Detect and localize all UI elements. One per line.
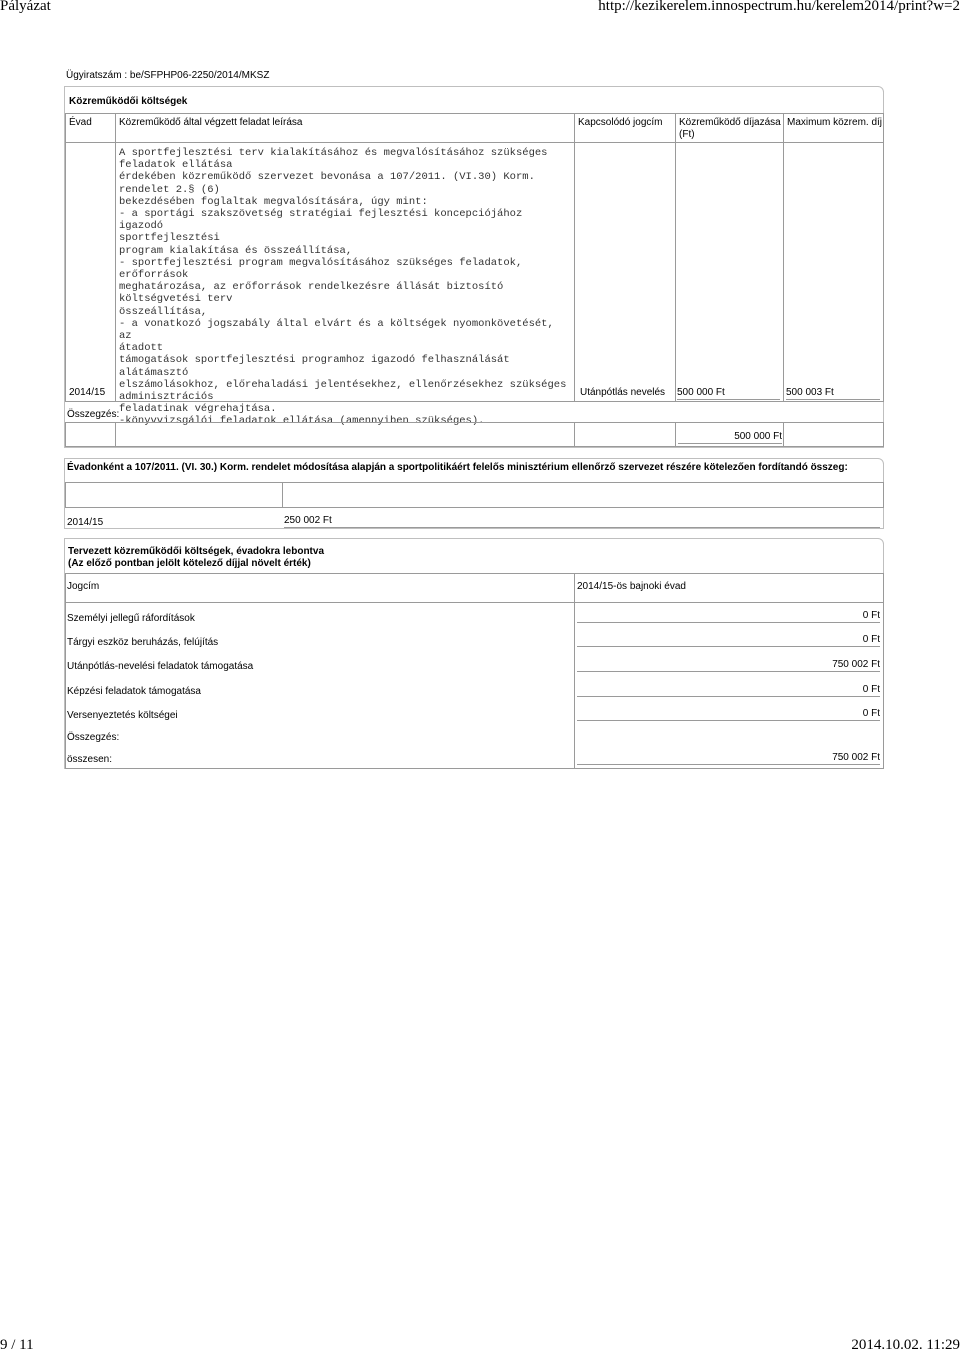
section3-total-value: 750 002 Ft: [577, 752, 880, 765]
category-label: Utánpótlás-nevelési feladatok támogatása: [67, 661, 254, 672]
section3-summary-label: Összegzés:: [67, 732, 120, 743]
header-title: Pályázat: [0, 0, 51, 14]
col-fee-header: Közreműködő díjazása: [679, 117, 781, 128]
category-value: 750 002 Ft: [577, 659, 880, 672]
col-description-header: Közreműködő által végzett feladat leírása: [119, 117, 303, 128]
row-legal-cell: [574, 142, 676, 402]
row-max-cell: [783, 142, 884, 402]
category-value: 0 Ft: [577, 708, 880, 721]
category-label: Képzési feladatok támogatása: [67, 686, 201, 697]
category-value: 0 Ft: [577, 684, 880, 697]
col-fee-header-unit: (Ft): [679, 129, 695, 140]
row-fee-cell: [675, 142, 784, 402]
task-description: A sportfejlesztési terv kialakításához és megvalósításához szükséges feladatok ellátása érdekében közreműködő szervezet bevonása a 107/2011. (VI.30) Korm. rendelet 2.§ (6) bekezdésében foglaltak megvalósítására, úgy mint: - a sportági szakszövetség stratégiai fejlesztési koncepciójához igazodó sportfejlesztési program kialakítása és összeállítása, - sportfejlesztési program megvalósításához szükséges feladatok, erőforrások meghatározása, az erőforrások rendelkezésre állását biztosító költségvetési terv összeállítása, - a vonatkozó jogszabály által elvárt és a költségek nyomonkövetését, az átadott támogatások sportfejlesztési programhoz igazodó felhasználását alátámasztó elszámolásokhoz, előrehaladási jelentésekhez, ellenőrzésekhez szükséges adminisztrációs feladatinak végrehajtása. -könyvvizsgálói feladatok ellátása (amennyiben szükséges).: [119, 147, 567, 428]
page-number: 9 / 11: [0, 1337, 34, 1353]
category-value: 0 Ft: [577, 634, 880, 647]
row-season: 2014/15: [69, 387, 106, 398]
section3-subtitle: (Az előző pontban jelölt kötelező díjjal növelt érték): [68, 558, 311, 569]
print-datetime: 2014.10.02. 11:29: [851, 1337, 960, 1353]
col-legal-basis-header: Kapcsolódó jogcím: [578, 117, 663, 128]
s3-head-cell-1: [65, 573, 575, 603]
category-label: Tárgyi eszköz beruházás, felújítás: [67, 637, 219, 648]
sum-cell-3: [574, 422, 676, 447]
sum-cell-5: [783, 422, 884, 447]
section2-amount: 250 002 Ft: [284, 515, 880, 528]
row-legal-basis: Utánpótlás nevelés: [580, 387, 666, 398]
section2-title: Évadonként a 107/2011. (VI. 30.) Korm. rendelet módosítása alapján a sportpolitikáért felelős minisztérium ellenőrző szervezet részére kötelezően fordítandó összeg:: [67, 462, 848, 473]
section1-title: Közreműködői költségek: [69, 96, 188, 107]
section1-summary-label: Összegzés:: [67, 409, 120, 420]
row-season-cell: [65, 142, 116, 402]
section3-total-label: összesen:: [67, 754, 113, 765]
row-fee: 500 000 Ft: [677, 387, 780, 400]
s2-head-cell-1: [65, 482, 283, 508]
section1-summary-total: 500 000 Ft: [678, 431, 782, 444]
sum-cell-1: [65, 422, 116, 447]
col-season-header-2: 2014/15-ös bajnoki évad: [577, 581, 686, 592]
category-label: Versenyeztetés költségei: [67, 710, 178, 721]
col-season-header: Évad: [69, 117, 92, 128]
case-number: Ügyiratszám : be/SFPHP06-2250/2014/MKSZ: [66, 70, 270, 81]
category-value: 0 Ft: [577, 610, 880, 623]
col-category-header: Jogcím: [67, 581, 100, 592]
s2-head-cell-2: [282, 482, 884, 508]
row-max-fee: 500 003 Ft: [786, 387, 880, 400]
header-url: http://kezikerelem.innospectrum.hu/kerelem2014/print?w=2: [598, 0, 960, 14]
section3-title: Tervezett közreműködői költségek, évadokra lebontva: [68, 546, 325, 557]
section2-season: 2014/15: [67, 517, 104, 528]
col-max-fee-header: Maximum közrem. díj: [787, 117, 883, 128]
category-label: Személyi jellegű ráfordítások: [67, 613, 195, 624]
sum-cell-2: [115, 422, 575, 447]
